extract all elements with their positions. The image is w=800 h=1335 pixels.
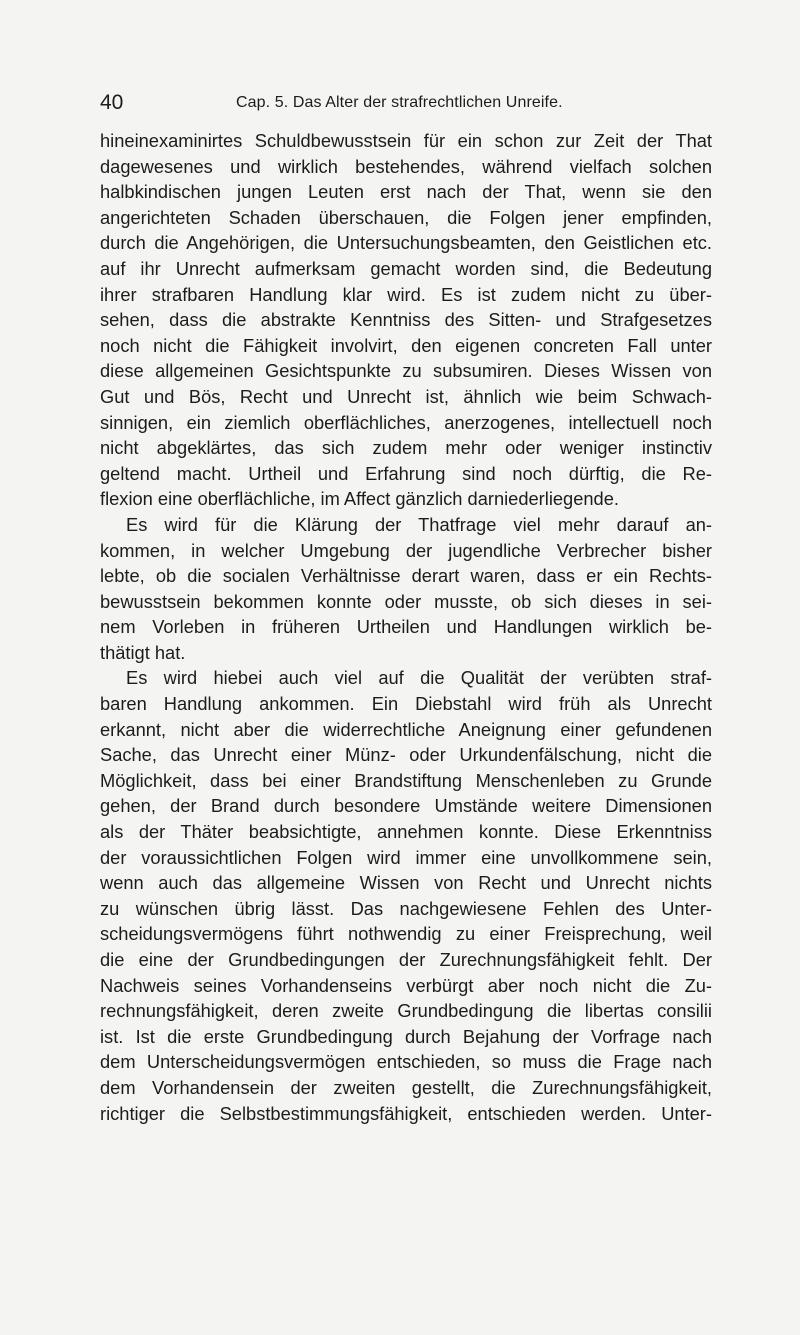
text-line: Es wird hiebei auch viel auf die Qualität der verübten straf- [126, 667, 712, 689]
text-line: als der Thäter beabsichtigte, annehmen konnte. Diese Erkenntniss [100, 821, 712, 843]
text-line: sinnigen, ein ziemlich oberflächliches, anerzogenes, intellectuell noch [100, 411, 712, 433]
text-line: Sache, das Unrecht einer Münz- oder Urkundenfälschung, nicht die [100, 744, 712, 766]
text-line: dem Vorhandensein der zweiten gestellt, die Zurechnungsfähigkeit, [100, 1076, 712, 1098]
text-line: auf ihr Unrecht aufmerksam gemacht worden sind, die Bedeutung [100, 257, 712, 279]
text-line: zu wünschen übrig lässt. Das nachgewiesene Fehlen des Unter- [100, 897, 712, 919]
text-line: rechnungsfähigkeit, deren zweite Grundbedingung die libertas consilii [100, 1000, 712, 1022]
text-line: Nachweis seines Vorhandenseins verbürgt aber noch nicht die Zu- [100, 974, 712, 996]
text-line: lebte, ob die socialen Verhältnisse derart waren, dass er ein Rechts- [100, 565, 712, 587]
text-line: richtiger die Selbstbestimmungsfähigkeit, entschieden werden. Unter- [100, 1102, 712, 1124]
text-line: durch die Angehörigen, die Untersuchungsbeamten, den Geistlichen etc. [100, 232, 712, 254]
text-line: dagewesenes und wirklich bestehendes, während vielfach solchen [100, 155, 712, 177]
text-line: gehen, der Brand durch besondere Umstände weitere Dimensionen [100, 795, 712, 817]
page-header [100, 90, 720, 116]
text-line: wenn auch das allgemeine Wissen von Recht und Unrecht nichts [100, 872, 712, 894]
text-line: diese allgemeinen Gesichtspunkte zu subsumiren. Dieses Wissen von [100, 360, 712, 382]
page-number: 40 [100, 91, 124, 114]
text-line: Es wird für die Klärung der Thatfrage viel mehr darauf an- [126, 513, 712, 535]
text-line: scheidungsvermögens führt nothwendig zu einer Freisprechung, weil [100, 923, 712, 945]
text-line: erkannt, nicht aber die widerrechtliche Aneignung einer gefundenen [100, 718, 712, 740]
text-line: ihrer strafbaren Handlung klar wird. Es ist zudem nicht zu über- [100, 283, 712, 305]
text-line: halbkindischen jungen Leuten erst nach der That, wenn sie den [100, 181, 712, 203]
text-line: sehen, dass die abstrakte Kenntniss des Sitten- und Strafgesetzes [100, 309, 712, 331]
text-line: nem Vorleben in früheren Urtheilen und Handlungen wirklich be- [100, 616, 712, 638]
text-line: nicht abgeklärtes, das sich zudem mehr oder weniger instinctiv [100, 437, 712, 459]
text-line: hineinexaminirtes Schuldbewusstsein für ein schon zur Zeit der That [100, 130, 712, 151]
text-line: Gut und Bös, Recht und Unrecht ist, ähnlich wie beim Schwach- [100, 385, 712, 407]
text-line: bewusstsein bekommen konnte oder musste, ob sich dieses in sei- [100, 590, 712, 612]
text-line: flexion eine oberflächliche, im Affect gänzlich darniederliegende. [100, 488, 619, 510]
text-line: geltend macht. Urtheil und Erfahrung sind noch dürftig, die Re- [100, 462, 712, 484]
text-line: noch nicht die Fähigkeit involvirt, den eigenen concreten Fall unter [100, 334, 712, 356]
body-text [100, 128, 712, 1126]
text-line: thätigt hat. [100, 641, 186, 663]
text-line: dem Unterscheidungsvermögen entschieden, so muss die Frage nach [100, 1051, 712, 1073]
text-line: kommen, in welcher Umgebung der jugendliche Verbrecher bisher [100, 539, 712, 561]
text-line: baren Handlung ankommen. Ein Diebstahl wird früh als Unrecht [100, 693, 712, 715]
text-line: angerichteten Schaden überschauen, die Folgen jener empfinden, [100, 206, 712, 228]
text-line: die eine der Grundbedingungen der Zurechnungsfähigkeit fehlt. Der [100, 949, 712, 970]
text-line: ist. Ist die erste Grundbedingung durch Bejahung der Vorfrage nach [100, 1025, 712, 1047]
running-head: Cap. 5. Das Alter der strafrechtlichen Unreife. [236, 94, 563, 111]
text-line: Möglichkeit, dass bei einer Brandstiftung Menschenleben zu Grunde [100, 769, 712, 791]
text-line: der voraussichtlichen Folgen wird immer eine unvollkommene sein, [100, 846, 712, 868]
